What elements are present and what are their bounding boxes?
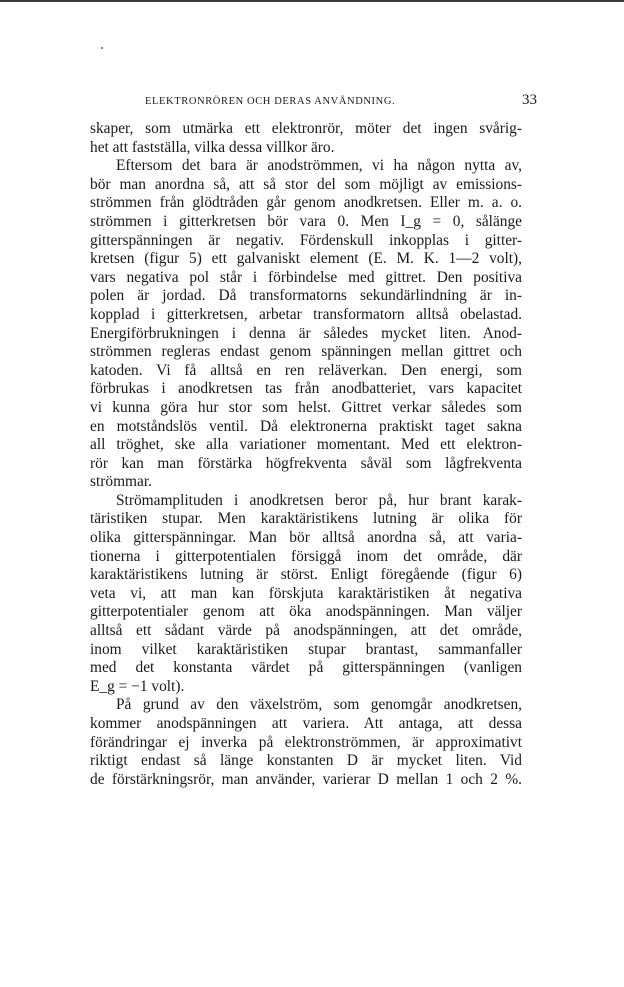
text-line: alltså ett sådant värde på anodspänningen, att det område, <box>90 622 522 640</box>
text-line: strömmen i gitterkretsen bör vara 0. Men I_g = 0, sålänge <box>90 212 522 230</box>
body-text <box>90 120 522 789</box>
text-line: kopplad i gitterkretsen, arbetar transformatorn alltså obelastad. <box>90 305 522 323</box>
text-line: inom vilket karaktäristiken stupar brantast, sammanfaller <box>90 640 522 658</box>
text-line: E_g = −1 volt). <box>90 677 185 695</box>
text-line: tionerna i gitterpotentialen försiggå inom det område, där <box>90 547 522 565</box>
text-line: polen är jordad. Då transformatorns sekundärlindning är in- <box>90 287 522 305</box>
text-line: med det konstanta värdet på gitterspänningen (vanligen <box>90 659 522 677</box>
text-line: strömmar. <box>90 473 152 491</box>
text-line: olika gitterspänningar. Man bör alltså anordna så, att varia- <box>90 529 522 547</box>
text-line: strömmen regleras endast genom spänningen mellan gittret och <box>90 343 522 361</box>
text-line: katoden. Vi få alltså en ren reläverkan. Den energi, som <box>90 361 522 379</box>
text-line: riktigt endast så länge konstanten D är mycket liten. Vid <box>90 752 522 770</box>
text-line: en motståndslös ventil. Då elektronerna praktiskt taget sakna <box>90 417 522 435</box>
speck-mark <box>101 47 103 49</box>
text-line: täristiken stupar. Men karaktäristikens lutning är olika för <box>90 510 522 528</box>
text-line: bör man anordna så, att så stor del som möjligt av emissions- <box>90 175 522 193</box>
top-border-rule <box>0 0 624 2</box>
text-line: veta vi, att man kan förskjuta karaktäristiken åt negativa <box>90 584 522 602</box>
text-line: gitterpotentialer genom att öka anodspänningen. Man väljer <box>90 603 522 621</box>
page-header <box>145 92 537 112</box>
text-line: förbrukas i anodkretsen tas från anodbatteriet, vars kapacitet <box>90 380 522 398</box>
running-head: ELEKTRONRÖREN OCH DERAS ANVÄNDNING. <box>145 96 396 107</box>
text-line: strömmen från glödtråden går genom anodkretsen. Eller m. a. o. <box>90 194 522 212</box>
text-line: skaper, som utmärka ett elektronrör, möter det ingen svårig- <box>90 120 522 137</box>
text-line: vi kunna göra hur stor som helst. Gittret verkar således som <box>90 398 522 416</box>
text-line: vars negativa pol står i förbindelse med gittret. Den positiva <box>90 268 522 286</box>
page-number: 33 <box>522 92 537 108</box>
text-line: karaktäristikens lutning är störst. Enligt föregående (figur 6) <box>90 566 522 584</box>
text-line: het att fastställa, vilka dessa villkor äro. <box>90 138 335 156</box>
text-line: förändringar ej inverka på elektronströmmen, är approximativt <box>90 733 522 751</box>
text-line: Eftersom det bara är anodströmmen, vi ha någon nytta av, <box>116 157 522 175</box>
text-line: all tröghet, ske alla variationer momentant. Med ett elektron- <box>90 436 522 454</box>
text-line: rör kan man förstärka högfrekventa såväl som lågfrekventa <box>90 454 522 472</box>
text-line: kretsen (figur 5) ett galvaniskt element (E. M. K. 1—2 volt), <box>90 250 522 268</box>
text-line: På grund av den växelström, som genomgår anodkretsen, <box>116 696 522 714</box>
text-line: de förstärkningsrör, man använder, varierar D mellan 1 och 2 %. <box>90 770 522 788</box>
text-line: gitterspänningen är negativ. Fördenskull inkopplas i gitter- <box>90 231 522 249</box>
text-line: kommer anodspänningen att variera. Att antaga, att dessa <box>90 715 522 732</box>
text-line: Energiförbrukningen i denna är således mycket liten. Anod- <box>90 324 522 342</box>
text-line: Strömamplituden i anodkretsen beror på, hur brant karak- <box>116 491 522 509</box>
